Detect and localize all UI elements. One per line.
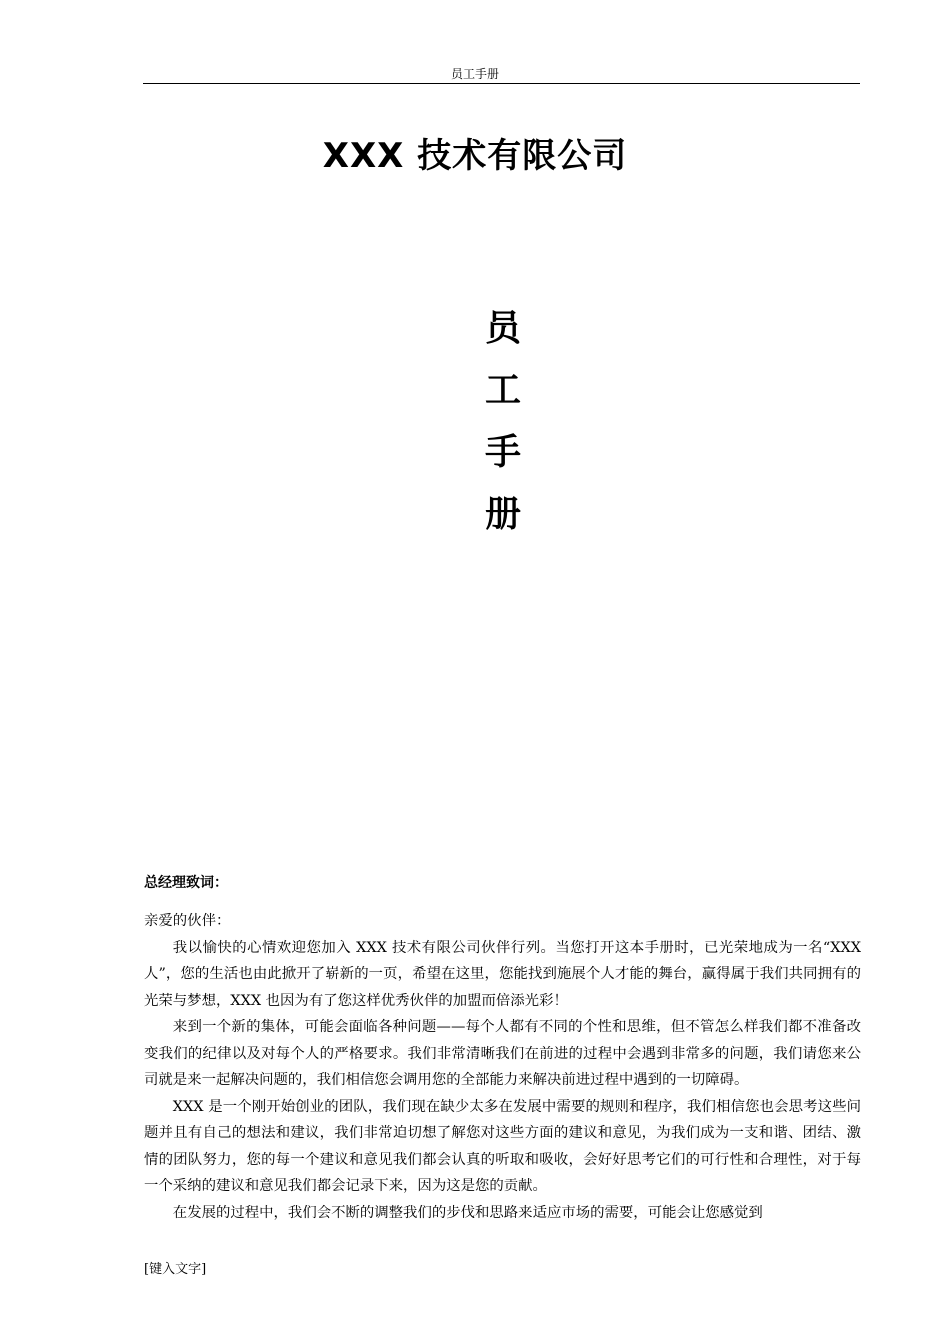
handbook-vertical-title <box>475 298 531 546</box>
header-divider <box>143 83 860 84</box>
page-footer[interactable]: [键入文字] <box>144 1262 207 1277</box>
title-char-4: 册 <box>484 494 521 535</box>
section-heading: 总经理致词： <box>144 875 228 891</box>
paragraph: 在发展的过程中，我们会不断的调整我们的步伐和思路来适应市场的需要，可能会让您感觉到 <box>172 1204 763 1221</box>
title-char-2: 工 <box>484 370 521 411</box>
paragraph: 我以愉快的心情欢迎您加入 XXX 技术有限公司伙伴行列。当您打开这本手册时，已光荣地成为一名“XXX 人”，您的生活也由此掀开了崭新的一页，希望在这里，您能找到施展个人才能的舞台，赢得属于我们共同拥有的光荣与梦想，XXX 也因为有了您这样优秀伙伴的加盟而倍添光彩！ <box>144 939 861 1009</box>
title-char-3: 手 <box>484 432 521 473</box>
salutation: 亲爱的伙伴： <box>144 913 231 929</box>
page-header: 员工手册 <box>450 67 499 81</box>
letter-body <box>144 908 861 1226</box>
title-char-1: 员 <box>484 308 521 349</box>
paragraph: 来到一个新的集体，可能会面临各种问题——每个人都有不同的个性和思维，但不管怎么样我们都不准备改变我们的纪律以及对每个人的严格要求。我们非常清晰我们在前进的过程中会遇到非常多的问题，我们请您来公司就是来一起解决问题的，我们相信您会调用您的全部能力来解决前进过程中遇到的一切障碍。 <box>144 1019 861 1088</box>
paragraph: XXX 是一个刚开始创业的团队，我们现在缺少太多在发展中需要的规则和程序，我们相信您也会思考这些问题并且有自己的想法和建议，我们非常迫切想了解您对这些方面的建议和意见，为我们成为一支和谐、团结、激情的团队努力，您的每一个建议和意见我们都会认真的听取和吸收，会好好思考它们的可行性和合理性，对于每一个采纳的建议和意见我们都会记录下来，因为这是您的贡献。 <box>144 1098 861 1194</box>
company-title: XXX 技术有限公司 <box>322 136 628 176</box>
